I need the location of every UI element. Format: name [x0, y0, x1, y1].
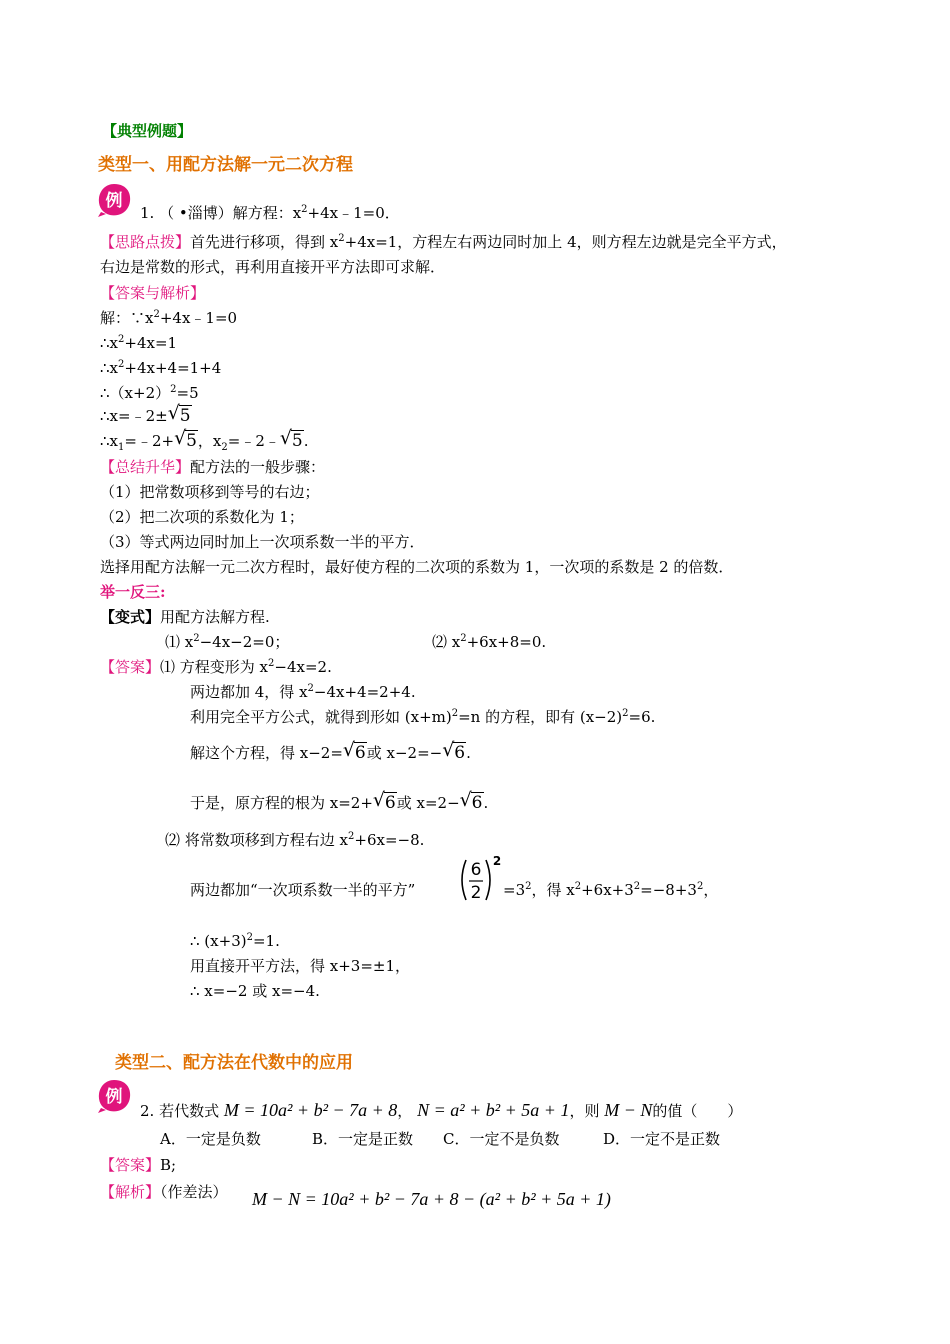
badge-char: 例 [105, 1087, 123, 1107]
answer-text: ，得 x [531, 881, 575, 899]
variant-answer-3 [190, 707, 655, 727]
answer-line [100, 1155, 176, 1175]
variant-q-text: ⑴ x [165, 633, 194, 651]
hint-tag: 【思路点拨】 [100, 233, 191, 251]
variant-q-text: ⑵ x [432, 633, 461, 651]
answer-text: −4x=2. [274, 658, 332, 676]
variant-text: 用配方法解方程. [160, 608, 270, 626]
step-text: ，x [197, 432, 222, 450]
step-text: 解：∵x [100, 309, 154, 327]
exponent: 2 [460, 633, 467, 644]
answer-text: 两边都加 4，得 x [190, 683, 308, 701]
answer-text: =n 的方程，即有 (x−2) [458, 708, 623, 726]
question-number: 1. [140, 204, 155, 222]
answer-text: +6x+3 [581, 881, 634, 899]
section-header: 【典型例题】 [102, 122, 193, 140]
step-text: +4x+4=1+4 [124, 359, 222, 377]
sqrt-value: 5 [179, 406, 191, 426]
exponent: 2 [153, 309, 160, 320]
exponent: 2 [574, 881, 582, 892]
sqrt-symbol [343, 743, 367, 763]
solution-step-6 [100, 431, 308, 451]
answer-text: ⑵ 将常数项移到方程右边 x [165, 831, 348, 849]
solution-step-4 [100, 383, 199, 403]
exponent: 2 [268, 658, 275, 669]
hint-line-2: 右边是常数的形式，再利用直接开平方法即可求解． [100, 258, 446, 276]
solution-step-5 [100, 406, 192, 426]
option-c[interactable]: C．一定不是负数 [443, 1130, 560, 1148]
type1-title: 类型一、用配方法解一元二次方程 [98, 155, 353, 175]
step-text: =5 [176, 384, 199, 402]
answer-value: B; [160, 1156, 177, 1174]
exponent: 2 [451, 708, 459, 719]
right-paren [486, 860, 490, 900]
variant-q-text: −4x−2=0； [199, 633, 290, 651]
answer-tag: 【答案】 [100, 1156, 161, 1174]
answer-text: =−8+3 [640, 881, 697, 899]
type2-title: 类型二、配方法在代数中的应用 [115, 1053, 353, 1073]
answer-text: ， [703, 881, 719, 899]
answer-text: 利用完全平方公式，就得到形如 (x+m) [190, 708, 452, 726]
summary-step-2: （2）把二次项的系数化为 1； [100, 508, 304, 526]
sqrt-value: 5 [186, 431, 197, 451]
sqrt-value: 6 [384, 793, 396, 813]
expression-difference: M − N = 10a² + b² − 7a + 8 − (a² + b² + 5a + 1) [252, 1189, 611, 1209]
answer-text: ∴ (x+3) [190, 932, 247, 950]
question-text: ，则 [569, 1102, 600, 1120]
sqrt-symbol [174, 431, 198, 451]
variant-answer-5 [190, 793, 488, 813]
question-text: ， [397, 1102, 413, 1120]
variant-tag: 【变式】 [100, 608, 161, 626]
subscript: 2 [221, 442, 228, 453]
sqrt-value: 5 [291, 431, 303, 451]
hint-line-1 [100, 232, 787, 252]
answer-text: 解这个方程，得 x−2= [190, 744, 343, 762]
summary-note: 选择用配方法解一元二次方程时，最好使方程的二次项的系数为 1，一次项的系数是 2 的倍数． [100, 558, 734, 576]
subscript: 1 [118, 442, 125, 453]
fraction-numerator: 6 [470, 860, 482, 880]
question-text: +4x﹣1=0． [307, 204, 400, 222]
exponent: 2 [633, 881, 641, 892]
summary-line [100, 457, 325, 477]
step-text: ∴x=﹣2± [100, 407, 168, 425]
expression-n: N = a² + b² + 5a + 1 [417, 1100, 570, 1120]
answer-text: 或 x−2=− [366, 744, 443, 762]
expression-m: M = 10a² + b² − 7a + 8 [223, 1100, 398, 1120]
variant-q-text: +6x+8=0. [466, 633, 547, 651]
step-text: ∴（x+2） [100, 384, 171, 402]
step-text: ∴x [100, 432, 119, 450]
option-b[interactable]: B．一定是正数 [312, 1130, 414, 1148]
exponent: 2 [696, 881, 704, 892]
exponent: 2 [246, 932, 253, 943]
step-text: ∴x [100, 359, 119, 377]
variant-title: 举一反三: [100, 583, 166, 601]
option-d[interactable]: D．一定不是正数 [603, 1130, 721, 1148]
sqrt-symbol [168, 406, 192, 426]
variant-answer-2 [190, 682, 416, 702]
example-badge-icon [96, 182, 132, 218]
question-text: （ •淄博）解方程：x [159, 204, 302, 222]
variant-answer-6 [165, 830, 424, 850]
answer-text: =3 [503, 881, 526, 899]
question-text: 的值（ ） [652, 1102, 743, 1120]
badge-char: 例 [105, 191, 123, 211]
exponent: 2 [170, 384, 177, 395]
answer-text: . [466, 744, 471, 762]
sqrt-symbol [460, 793, 484, 813]
solution-step-3 [100, 358, 221, 378]
step-text: ∴x [100, 334, 119, 352]
variant-answer-10: ∴ x=−2 或 x=−4. [190, 982, 320, 1000]
answer-text: 或 x=2− [396, 794, 460, 812]
variant-answer-tag: 【答案】 [100, 658, 161, 676]
exponent: 2 [622, 708, 629, 719]
hint-text: 首先进行移项，得到 x [190, 233, 339, 251]
expression-m-minus-n: M − N [604, 1100, 653, 1120]
analysis-line [100, 1182, 228, 1202]
answer-text: =1. [252, 932, 280, 950]
question-1 [140, 203, 400, 223]
summary-text: 配方法的一般步骤： [190, 458, 326, 476]
answer-text: =6. [628, 708, 656, 726]
step-text: +4x=1 [124, 334, 178, 352]
analysis-text: （作差法） [160, 1183, 228, 1201]
answer-text: +6x=−8. [354, 831, 425, 849]
sqrt-value: 6 [354, 743, 366, 763]
answer-text: −4x+4=2+4. [313, 683, 416, 701]
answer-text: ⑴ 方程变形为 x [160, 658, 269, 676]
variant-answer-8 [190, 931, 280, 951]
answer-text: 于是，原方程的根为 x=2+ [190, 794, 373, 812]
hint-text: +4x=1，方程左右两边同时加上 4，则方程左边就是完全平方式， [344, 233, 787, 251]
step-text: . [303, 432, 309, 450]
question-text: 若代数式 [159, 1102, 220, 1120]
step-text: =﹣2﹣ [227, 432, 280, 450]
variant-answer-9: 用直接开平方法，得 x+3=±1， [190, 957, 411, 975]
question-number: 2. [140, 1102, 155, 1120]
question-2 [140, 1100, 742, 1121]
exponent: 2 [348, 831, 355, 842]
exponent: 2 [307, 683, 314, 694]
analysis-tag: 【解析】 [100, 1183, 161, 1201]
exponent: 2 [301, 204, 308, 215]
sqrt-symbol [442, 743, 466, 763]
answer-text: 两边都加“一次项系数一半的平方” [190, 881, 416, 899]
variant-answer-7-rest [503, 880, 718, 900]
variant-answer-7 [190, 880, 415, 900]
left-paren [462, 860, 466, 900]
sqrt-symbol [373, 793, 397, 813]
exponent: 2 [338, 233, 345, 244]
variant-answer-4 [190, 743, 471, 763]
variant-answer-1 [100, 657, 332, 677]
exponent: 2 [118, 334, 125, 345]
summary-step-3: （3）等式两边同时加上一次项系数一半的平方． [100, 533, 425, 551]
fraction-denominator: 2 [470, 883, 482, 903]
analysis-expression [252, 1189, 611, 1210]
sqrt-symbol [280, 431, 304, 451]
half-coefficient-fraction [456, 852, 502, 908]
variant-q2 [432, 632, 546, 652]
summary-step-1: （1）把常数项移到等号的右边； [100, 483, 320, 501]
exponent: 2 [118, 359, 125, 370]
sqrt-value: 6 [454, 743, 466, 763]
summary-tag: 【总结升华】 [100, 458, 191, 476]
sqrt-value: 6 [471, 793, 483, 813]
solution-step-2 [100, 333, 177, 353]
solution-step-1 [100, 308, 237, 328]
variant-q1 [165, 632, 289, 652]
fraction-exponent: 2 [492, 854, 502, 868]
example-badge-icon [96, 1078, 132, 1114]
option-a[interactable]: A．一定是负数 [160, 1130, 261, 1148]
answer-tag: 【答案与解析】 [100, 284, 206, 302]
step-text: =﹣2+ [124, 432, 175, 450]
exponent: 2 [525, 881, 532, 892]
step-text: +4x﹣1=0 [159, 309, 238, 327]
variant-line [100, 607, 270, 627]
exponent: 2 [193, 633, 200, 644]
answer-text: . [483, 794, 489, 812]
